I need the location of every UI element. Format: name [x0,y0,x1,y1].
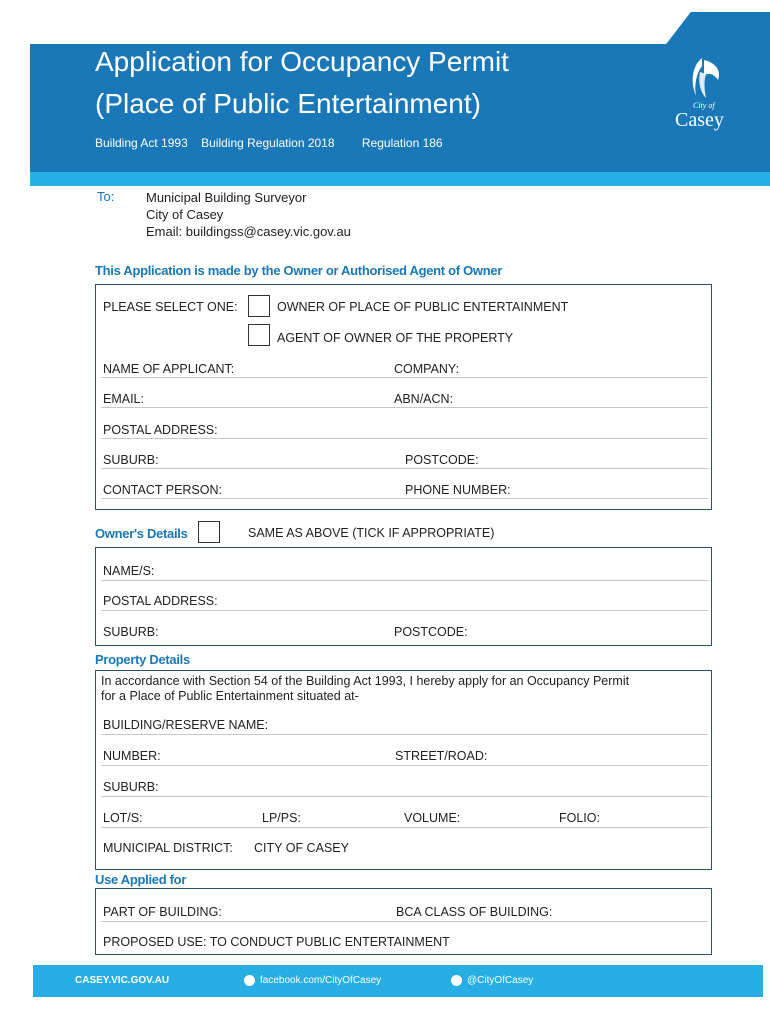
street-road-label: STREET/ROAD: [395,749,488,763]
footer-bar [33,965,763,997]
owner-names-label: NAME/S: [103,564,155,578]
logo-small-text: City of [693,101,715,110]
owner-option-label: OWNER OF PLACE OF PUBLIC ENTERTAINMENT [277,300,569,314]
owner-section-title: Owner's Details [95,526,188,541]
property-statement-line1: In accordance with Section 54 of the Building Act 1993, I hereby apply for an Occupancy Permit [101,674,630,688]
agent-checkbox[interactable] [248,324,270,346]
property-suburb-field[interactable] [101,796,708,797]
number-field[interactable] [101,765,708,766]
company-label: COMPANY: [394,362,460,376]
instagram-icon [451,975,462,986]
lots-label: LOT/S: [103,811,143,825]
facebook-icon [244,975,255,986]
municipal-district-value: CITY OF CASEY [254,841,349,855]
page-title-line2: (Place of Public Entertainment) [95,88,481,119]
email-label: EMAIL: [103,392,144,406]
select-one-label: PLEASE SELECT ONE: [103,300,238,314]
abn-acn-label: ABN/ACN: [394,392,454,406]
logo-name-text: Casey [675,109,724,131]
volume-label: VOLUME: [404,811,461,825]
number-label: NUMBER: [103,749,161,763]
property-suburb-label: SUBURB: [103,780,159,794]
subtitle-act: Building Act 1993 [95,136,188,150]
footer-facebook-link[interactable]: facebook.com/CityOfCasey [260,975,382,986]
postal-address-field[interactable] [101,438,708,439]
phone-number-label: PHONE NUMBER: [405,483,511,497]
municipal-district-label: MUNICIPAL DISTRICT: [103,841,233,855]
footer-website-link[interactable]: CASEY.VIC.GOV.AU [75,975,170,986]
subtitle-reg-no: Regulation 186 [361,136,443,150]
header-banner [30,0,770,186]
suburb-label: SUBURB: [103,453,159,467]
owner-postal-address-label: POSTAL ADDRESS: [103,594,218,608]
owner-postal-address-field[interactable] [101,610,708,611]
footer-instagram-link[interactable]: @CityOfCasey [467,975,534,986]
postal-address-label: POSTAL ADDRESS: [103,423,218,437]
page-subtitle [95,136,453,150]
part-of-building-field[interactable] [101,921,708,922]
property-statement-line2: for a Place of Public Entertainment situated at- [101,689,359,703]
building-name-label: BUILDING/RESERVE NAME: [103,718,269,732]
page-title-line1: Application for Occupancy Permit [95,46,509,77]
folio-label: FOLIO: [559,811,600,825]
applicant-name-field[interactable] [101,377,708,378]
banner-strip [30,172,770,186]
same-as-above-checkbox[interactable] [198,521,220,543]
to-line-3: Email: buildingss@casey.vic.gov.au [146,224,351,239]
lots-field[interactable] [101,827,708,828]
agent-option-label: AGENT OF OWNER OF THE PROPERTY [277,331,514,345]
to-line-1: Municipal Building Surveyor [146,190,307,205]
application-section-title: This Application is made by the Owner or Authorised Agent of Owner [95,263,503,278]
suburb-field[interactable] [101,468,708,469]
banner-main [30,44,770,172]
owner-suburb-label: SUBURB: [103,625,159,639]
to-address [146,189,351,240]
postcode-label: POSTCODE: [405,453,479,467]
lp-ps-label: LP/PS: [262,811,301,825]
building-name-field[interactable] [101,734,708,735]
contact-person-field[interactable] [101,498,708,499]
proposed-use-label: PROPOSED USE: TO CONDUCT PUBLIC ENTERTAINMENT [103,935,450,949]
bca-class-label: BCA CLASS OF BUILDING: [396,905,553,919]
part-of-building-label: PART OF BUILDING: [103,905,222,919]
to-line-2: City of Casey [146,207,224,222]
to-label: To: [97,189,115,204]
property-section-title: Property Details [95,652,190,667]
owner-checkbox[interactable] [248,295,270,317]
subtitle-regulation: Building Regulation 2018 [201,136,335,150]
use-section-title: Use Applied for [95,872,187,887]
owner-names-field[interactable] [101,580,708,581]
applicant-name-label: NAME OF APPLICANT: [103,362,235,376]
owner-postcode-label: POSTCODE: [394,625,468,639]
email-field[interactable] [101,407,708,408]
contact-person-label: CONTACT PERSON: [103,483,222,497]
same-as-above-label: SAME AS ABOVE (TICK IF APPROPRIATE) [248,526,495,540]
